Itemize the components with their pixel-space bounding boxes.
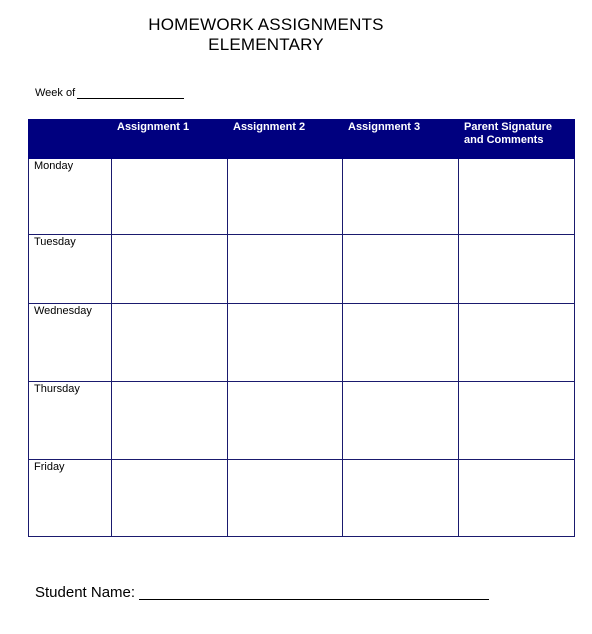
week-of-label: Week of bbox=[35, 87, 76, 99]
tuesday-assignment-2-cell[interactable] bbox=[228, 235, 343, 304]
wednesday-assignment-1-cell[interactable] bbox=[112, 304, 228, 382]
day-label-wednesday: Wednesday bbox=[29, 304, 112, 382]
tuesday-assignment-3-cell[interactable] bbox=[343, 235, 459, 304]
table-row bbox=[29, 304, 575, 382]
wednesday-parent-signature-cell[interactable] bbox=[459, 304, 575, 382]
monday-parent-signature-cell[interactable] bbox=[459, 159, 575, 235]
header-blank-cell bbox=[29, 120, 112, 159]
header-assignment-3: Assignment 3 bbox=[343, 120, 459, 159]
thursday-assignment-1-cell[interactable] bbox=[112, 382, 228, 460]
thursday-assignment-3-cell[interactable] bbox=[343, 382, 459, 460]
week-of-field[interactable] bbox=[77, 98, 184, 99]
tuesday-parent-signature-cell[interactable] bbox=[459, 235, 575, 304]
table-header-row bbox=[29, 120, 575, 159]
wednesday-assignment-2-cell[interactable] bbox=[228, 304, 343, 382]
table-row bbox=[29, 382, 575, 460]
homework-table bbox=[28, 119, 575, 537]
monday-assignment-3-cell[interactable] bbox=[343, 159, 459, 235]
monday-assignment-2-cell[interactable] bbox=[228, 159, 343, 235]
page-subtitle: ELEMENTARY bbox=[208, 35, 324, 54]
thursday-assignment-2-cell[interactable] bbox=[228, 382, 343, 460]
header-assignment-2: Assignment 2 bbox=[228, 120, 343, 159]
thursday-parent-signature-cell[interactable] bbox=[459, 382, 575, 460]
friday-assignment-1-cell[interactable] bbox=[112, 460, 228, 537]
wednesday-assignment-3-cell[interactable] bbox=[343, 304, 459, 382]
friday-parent-signature-cell[interactable] bbox=[459, 460, 575, 537]
friday-assignment-3-cell[interactable] bbox=[343, 460, 459, 537]
table-row bbox=[29, 235, 575, 304]
table-row bbox=[29, 460, 575, 537]
day-label-thursday: Thursday bbox=[29, 382, 112, 460]
monday-assignment-1-cell[interactable] bbox=[112, 159, 228, 235]
header-assignment-1: Assignment 1 bbox=[112, 120, 228, 159]
header-parent-signature: Parent Signature and Comments bbox=[459, 120, 575, 159]
friday-assignment-2-cell[interactable] bbox=[228, 460, 343, 537]
table-row bbox=[29, 159, 575, 235]
day-label-tuesday: Tuesday bbox=[29, 235, 112, 304]
day-label-friday: Friday bbox=[29, 460, 112, 537]
page-title: HOMEWORK ASSIGNMENTS bbox=[148, 15, 384, 34]
student-name-field[interactable] bbox=[139, 599, 489, 600]
student-name-label: Student Name: bbox=[35, 584, 136, 601]
tuesday-assignment-1-cell[interactable] bbox=[112, 235, 228, 304]
day-label-monday: Monday bbox=[29, 159, 112, 235]
